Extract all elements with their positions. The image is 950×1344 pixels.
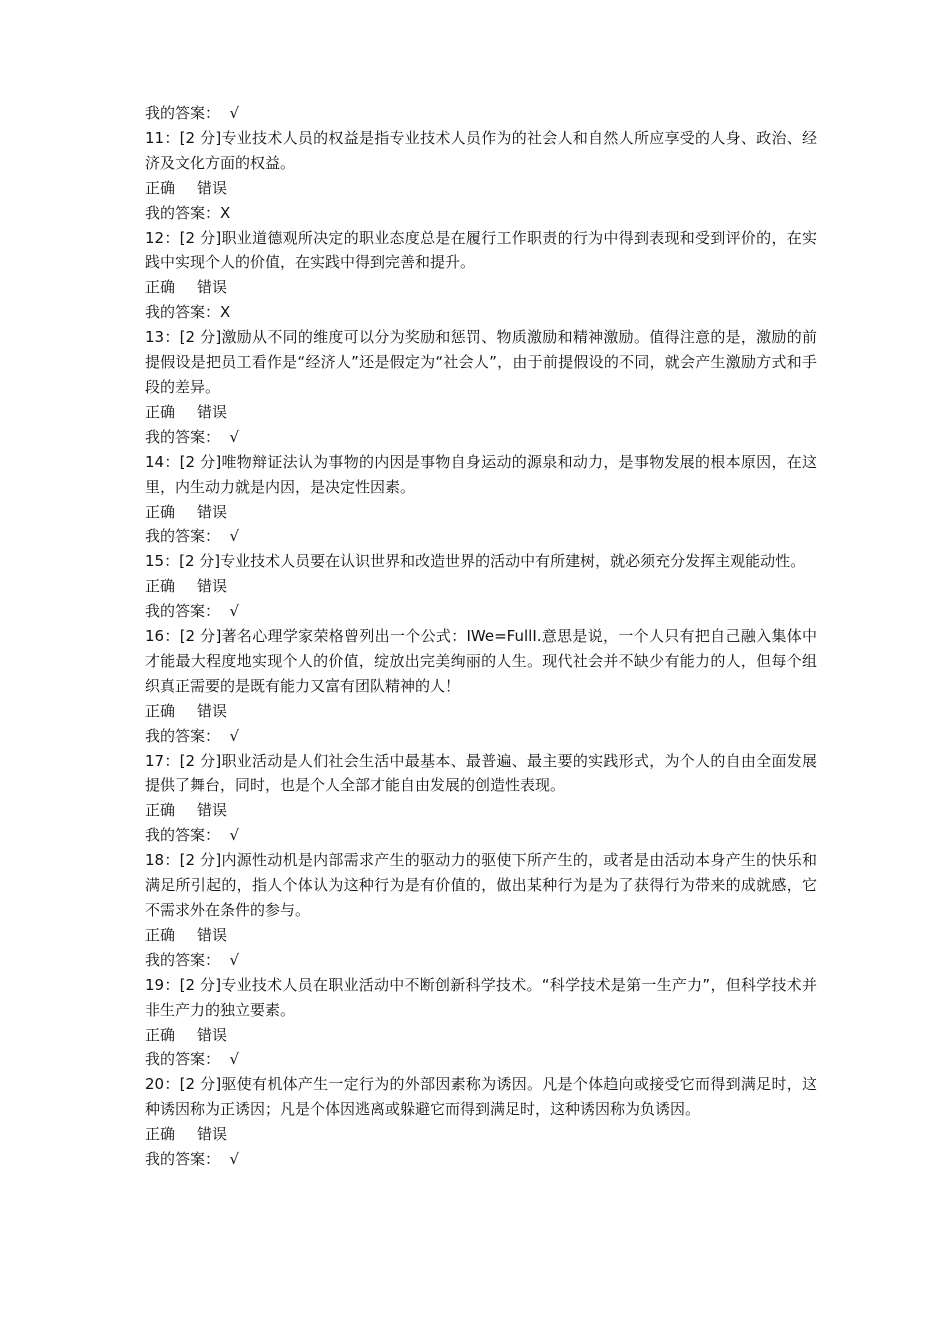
options-row bbox=[145, 798, 817, 823]
document-page bbox=[145, 101, 817, 1172]
options-row bbox=[145, 400, 817, 425]
question-block bbox=[145, 549, 817, 624]
question-block bbox=[145, 749, 817, 849]
option-wrong[interactable]: 错误 bbox=[197, 1025, 228, 1044]
option-correct[interactable]: 正确 bbox=[145, 577, 176, 596]
options-row bbox=[145, 923, 817, 948]
question-block bbox=[145, 126, 817, 226]
answer-line: 我的答案： √ bbox=[145, 950, 240, 969]
options-row bbox=[145, 275, 817, 300]
options-row bbox=[145, 1023, 817, 1048]
answer-line: 我的答案： √ bbox=[145, 1150, 240, 1169]
question-text: 11：[2 分]专业技术人员的权益是指专业技术人员作为的社会人和自然人所应享受的人身、政治、经济及文化方面的权益。 bbox=[145, 128, 817, 172]
question-text: 16：[2 分]著名心理学家荣格曾列出一个公式：IWe=FullI.意思是说，一个人只有把自己融入集体中才能最大程度地实现个人的价值，绽放出完美绚丽的人生。现代社会并不缺少有能力的人，但每个组织真正需要的是既有能力又富有团队精神的人！ bbox=[145, 627, 817, 695]
question-text: 12：[2 分]职业道德观所决定的职业态度总是在履行工作职责的行为中得到表现和受到评价的，在实践中实现个人的价值，在实践中得到完善和提升。 bbox=[145, 228, 817, 272]
option-correct[interactable]: 正确 bbox=[145, 1025, 176, 1044]
question-block bbox=[145, 450, 817, 550]
options-row bbox=[145, 176, 817, 201]
answer-line: 我的答案： √ bbox=[145, 602, 240, 621]
question-block bbox=[145, 1072, 817, 1172]
option-correct[interactable]: 正确 bbox=[145, 801, 176, 820]
question-text: 15：[2 分]专业技术人员要在认识世界和改造世界的活动中有所建树，就必须充分发挥主观能动性。 bbox=[145, 552, 806, 571]
question-text: 19：[2 分]专业技术人员在职业活动中不断创新科学技术。“科学技术是第一生产力”，但科学技术并非生产力的独立要素。 bbox=[145, 975, 817, 1019]
question-text: 17：[2 分]职业活动是人们社会生活中最基本、最普遍、最主要的实践形式，为个人的自由全面发展提供了舞台，同时，也是个人全部才能自由发展的创造性表现。 bbox=[145, 751, 817, 795]
options-row bbox=[145, 574, 817, 599]
question-block bbox=[145, 325, 817, 450]
answer-line: 我的答案： √ bbox=[145, 726, 240, 745]
options-row bbox=[145, 1122, 817, 1147]
answer-line: 我的答案：X bbox=[145, 303, 231, 322]
question-block bbox=[145, 848, 817, 973]
option-wrong[interactable]: 错误 bbox=[197, 925, 228, 944]
question-block bbox=[145, 226, 817, 326]
option-correct[interactable]: 正确 bbox=[145, 1125, 176, 1144]
options-row bbox=[145, 699, 817, 724]
option-correct[interactable]: 正确 bbox=[145, 701, 176, 720]
option-wrong[interactable]: 错误 bbox=[197, 178, 228, 197]
option-correct[interactable]: 正确 bbox=[145, 402, 176, 421]
question-text: 14：[2 分]唯物辩证法认为事物的内因是事物自身运动的源泉和动力，是事物发展的根本原因，在这里，内生动力就是内因，是决定性因素。 bbox=[145, 452, 817, 496]
answer-line: 我的答案： √ bbox=[145, 1050, 240, 1069]
option-correct[interactable]: 正确 bbox=[145, 178, 176, 197]
option-wrong[interactable]: 错误 bbox=[197, 278, 228, 297]
option-wrong[interactable]: 错误 bbox=[197, 577, 228, 596]
option-wrong[interactable]: 错误 bbox=[197, 801, 228, 820]
option-wrong[interactable]: 错误 bbox=[197, 502, 228, 521]
question-block bbox=[145, 973, 817, 1073]
question-list bbox=[145, 126, 817, 1172]
option-wrong[interactable]: 错误 bbox=[197, 701, 228, 720]
option-wrong[interactable]: 错误 bbox=[197, 1125, 228, 1144]
question-text: 20：[2 分]驱使有机体产生一定行为的外部因素称为诱因。凡是个体趋向或接受它而得到满足时，这种诱因称为正诱因；凡是个体因逃离或躲避它而得到满足时，这种诱因称为负诱因。 bbox=[145, 1075, 817, 1119]
question-block bbox=[145, 624, 817, 749]
answer-line: 我的答案： √ bbox=[145, 527, 240, 546]
answer-line: 我的答案： √ bbox=[145, 104, 240, 122]
option-wrong[interactable]: 错误 bbox=[197, 402, 228, 421]
question-text: 13：[2 分]激励从不同的维度可以分为奖励和惩罚、物质激励和精神激励。值得注意的是，激励的前提假设是把员工看作是“经济人”还是假定为“社会人”，由于前提假设的不同，就会产生激励方式和手段的差异。 bbox=[145, 328, 817, 396]
question-text: 18：[2 分]内源性动机是内部需求产生的驱动力的驱使下所产生的，或者是由活动本身产生的快乐和满足所引起的，指人个体认为这种行为是有价值的，做出某种行为是为了获得行为带来的成就感，它不需求外在条件的参与。 bbox=[145, 851, 817, 919]
option-correct[interactable]: 正确 bbox=[145, 502, 176, 521]
answer-line: 我的答案：X bbox=[145, 203, 231, 222]
option-correct[interactable]: 正确 bbox=[145, 925, 176, 944]
option-correct[interactable]: 正确 bbox=[145, 278, 176, 297]
options-row bbox=[145, 500, 817, 525]
answer-line: 我的答案： √ bbox=[145, 427, 240, 446]
answer-line: 我的答案： √ bbox=[145, 826, 240, 845]
